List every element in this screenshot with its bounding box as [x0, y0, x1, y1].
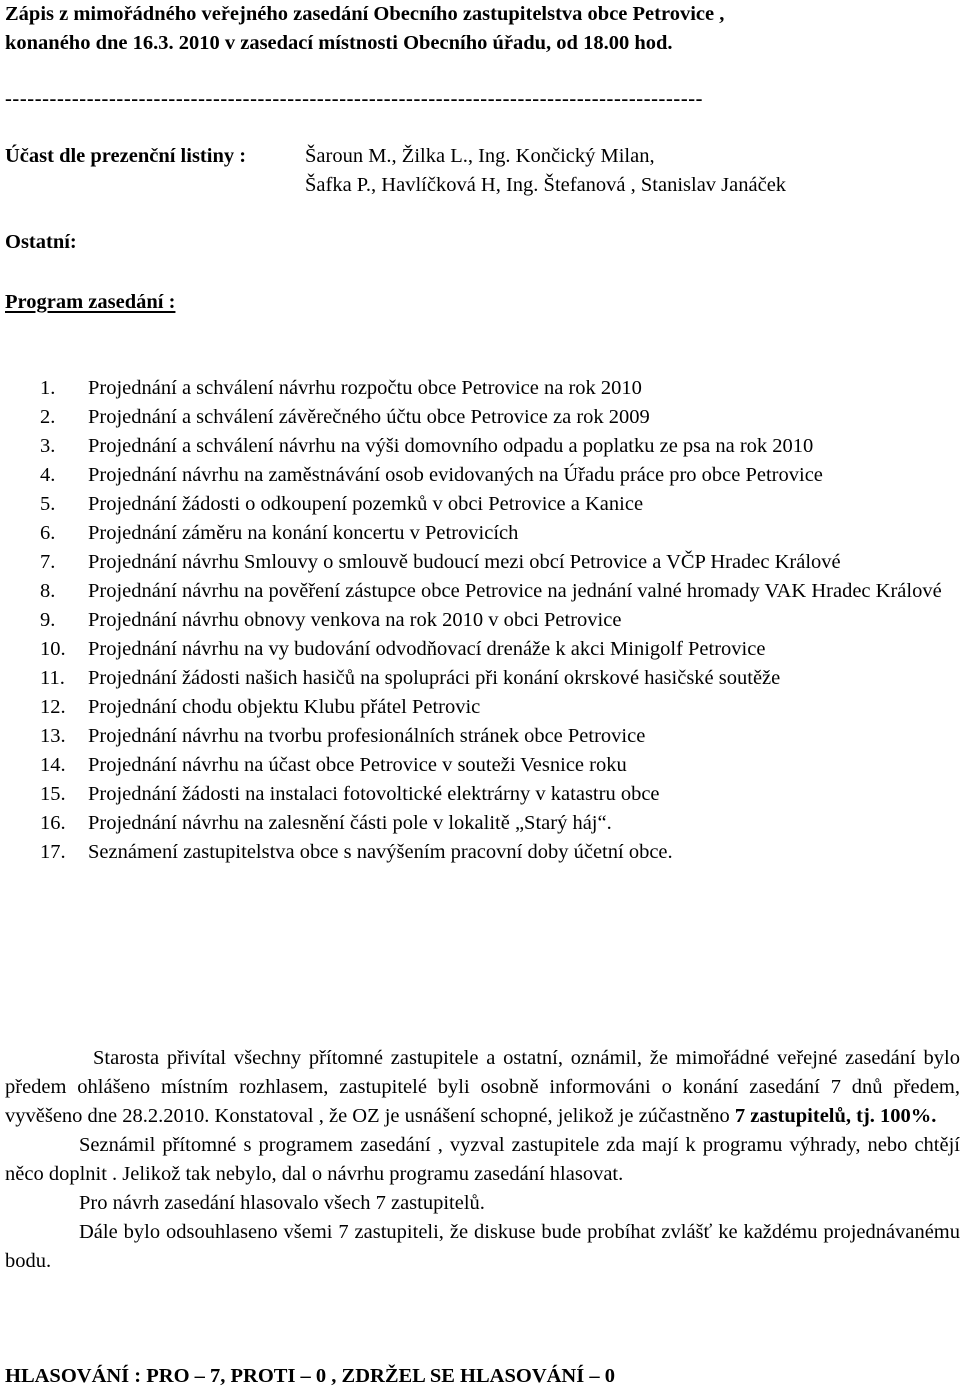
agenda-item [40, 490, 960, 519]
paragraph-welcome-text: Starosta přivítal všechny přítomné zastupitele a ostatní, oznámil, že mimořádné veřejné zasedání bylo předem ohlášeno místním rozhlasem, zastupitelé byli osobně informováni o konání zasedání 7 dnů předem, vyvěšeno dne 28.2.2010. Konstatoval , že OZ je usnášení schopné, jelikož je zúčastněno [5, 1047, 960, 1127]
attendance-names-line-1: Šaroun M., Žilka L., Ing. Končický Milan, [305, 145, 655, 167]
agenda-item-number: 7. [40, 551, 56, 573]
agenda-item-number: 16. [40, 812, 66, 834]
agenda-item [40, 751, 960, 780]
agenda-list [40, 374, 960, 867]
agenda-item [40, 693, 960, 722]
agenda-item-number: 14. [40, 754, 66, 776]
agenda-item [40, 461, 960, 490]
agenda-item [40, 664, 960, 693]
program-title: Program zasedání : [5, 291, 176, 313]
agenda-item [40, 403, 960, 432]
agenda-item [40, 780, 960, 809]
others-label: Ostatní: [5, 231, 77, 253]
agenda-item [40, 635, 960, 664]
agenda-item-number: 4. [40, 464, 56, 486]
quorum-statement: 7 zastupitelů, tj. 100%. [734, 1105, 937, 1127]
agenda-item-text: Projednání návrhu obnovy venkova na rok 2010 v obci Petrovice [88, 609, 622, 631]
title-line-1: Zápis z mimořádného veřejného zasedání Obecního zastupitelstva obce Petrovice , [5, 3, 725, 25]
agenda-item-number: 15. [40, 783, 66, 805]
agenda-item-text: Projednání a schválení návrhu na výši domovního odpadu a poplatku ze psa na rok 2010 [88, 435, 814, 457]
agenda-item-text: Projednání návrhu na pověření zástupce obce Petrovice na jednání valné hromady VAK Hradec Králové [88, 580, 942, 602]
minutes-body [5, 1044, 960, 1276]
agenda-item-text: Projednání chodu objektu Klubu přátel Petrovic [88, 696, 481, 718]
agenda-item-text: Projednání návrhu Smlouvy o smlouvě budoucí mezi obcí Petrovice a VČP Hradec Králové [88, 551, 841, 573]
title-line-2: konaného dne 16.3. 2010 v zasedací místnosti Obecního úřadu, od 18.00 hod. [5, 32, 673, 54]
agenda-item-number: 13. [40, 725, 66, 747]
agenda-item-number: 12. [40, 696, 66, 718]
agenda-item-number: 6. [40, 522, 56, 544]
agenda-item-number: 9. [40, 609, 56, 631]
agenda-item [40, 374, 960, 403]
attendance-names [305, 142, 786, 200]
agenda-item-number: 3. [40, 435, 56, 457]
agenda-item-text: Projednání návrhu na tvorbu profesionálních stránek obce Petrovice [88, 725, 646, 747]
agenda-item-text: Projednání návrhu na účast obce Petrovice v souteži Vesnice roku [88, 754, 627, 776]
agenda-item [40, 722, 960, 751]
agenda-item [40, 606, 960, 635]
agenda-item-text: Projednání návrhu na vy budování odvodňovací drenáže k akci Minigolf Petrovice [88, 638, 766, 660]
agenda-item-text: Projednání záměru na konání koncertu v Petrovicích [88, 522, 519, 544]
agenda-item-text: Projednání žádosti na instalaci fotovoltické elektrárny v katastru obce [88, 783, 660, 805]
agenda-item-text: Projednání návrhu na zaměstnávání osob evidovaných na Úřadu práce pro obce Petrovice [88, 464, 823, 486]
agenda-item-number: 2. [40, 406, 56, 428]
agenda-item [40, 548, 960, 577]
agenda-item-number: 1. [40, 377, 56, 399]
agenda-item-text: Seznámení zastupitelstva obce s navýšením pracovní doby účetní obce. [88, 841, 673, 863]
agenda-item-number: 10. [40, 638, 66, 660]
separator-line: ---------------------------------------------------------------------------------------------- [5, 88, 704, 110]
document-title [5, 0, 955, 58]
paragraph-welcome [5, 1044, 960, 1131]
vote-result: HLASOVÁNÍ : PRO – 7, PROTI – 0 , ZDRŽEL SE HLASOVÁNÍ – 0 [5, 1365, 615, 1387]
agenda-item [40, 577, 960, 606]
attendance-label: Účast dle prezenční listiny : [5, 145, 247, 167]
attendance-names-line-2: Šafka P., Havlíčková H, Ing. Štefanová , Stanislav Janáček [305, 174, 787, 196]
agenda-item-number: 17. [40, 841, 66, 863]
agenda-item-text: Projednání žádosti o odkoupení pozemků v obci Petrovice a Kanice [88, 493, 644, 515]
agenda-item-text: Projednání žádosti našich hasičů na spolupráci při konání okrskové hasičské soutěže [88, 667, 781, 689]
paragraph-discussion: Dále bylo odsouhlaseno všemi 7 zastupiteli, že diskuse bude probíhat zvlášť ke každému projednávanému bodu. [5, 1221, 960, 1272]
agenda-item [40, 809, 960, 838]
paragraph-vote-program: Pro návrh zasedání hlasovalo všech 7 zastupitelů. [79, 1192, 485, 1214]
agenda-item [40, 432, 960, 461]
agenda-item-text: Projednání a schválení návrhu rozpočtu obce Petrovice na rok 2010 [88, 377, 642, 399]
agenda-item-number: 11. [40, 667, 65, 689]
agenda-item-number: 8. [40, 580, 56, 602]
agenda-item-text: Projednání a schválení závěrečného účtu obce Petrovice za rok 2009 [88, 406, 650, 428]
agenda-item [40, 519, 960, 548]
agenda-item [40, 838, 960, 867]
agenda-item-text: Projednání návrhu na zalesnění části pole v lokalitě „Starý háj“. [88, 812, 612, 834]
agenda-item-number: 5. [40, 493, 56, 515]
paragraph-program: Seznámil přítomné s programem zasedání , vyzval zastupitele zda mají k programu výhrady, nebo chtějí něco doplnit . Jelikož tak nebylo, dal o návrhu programu zasedání hlasovat. [5, 1134, 960, 1185]
